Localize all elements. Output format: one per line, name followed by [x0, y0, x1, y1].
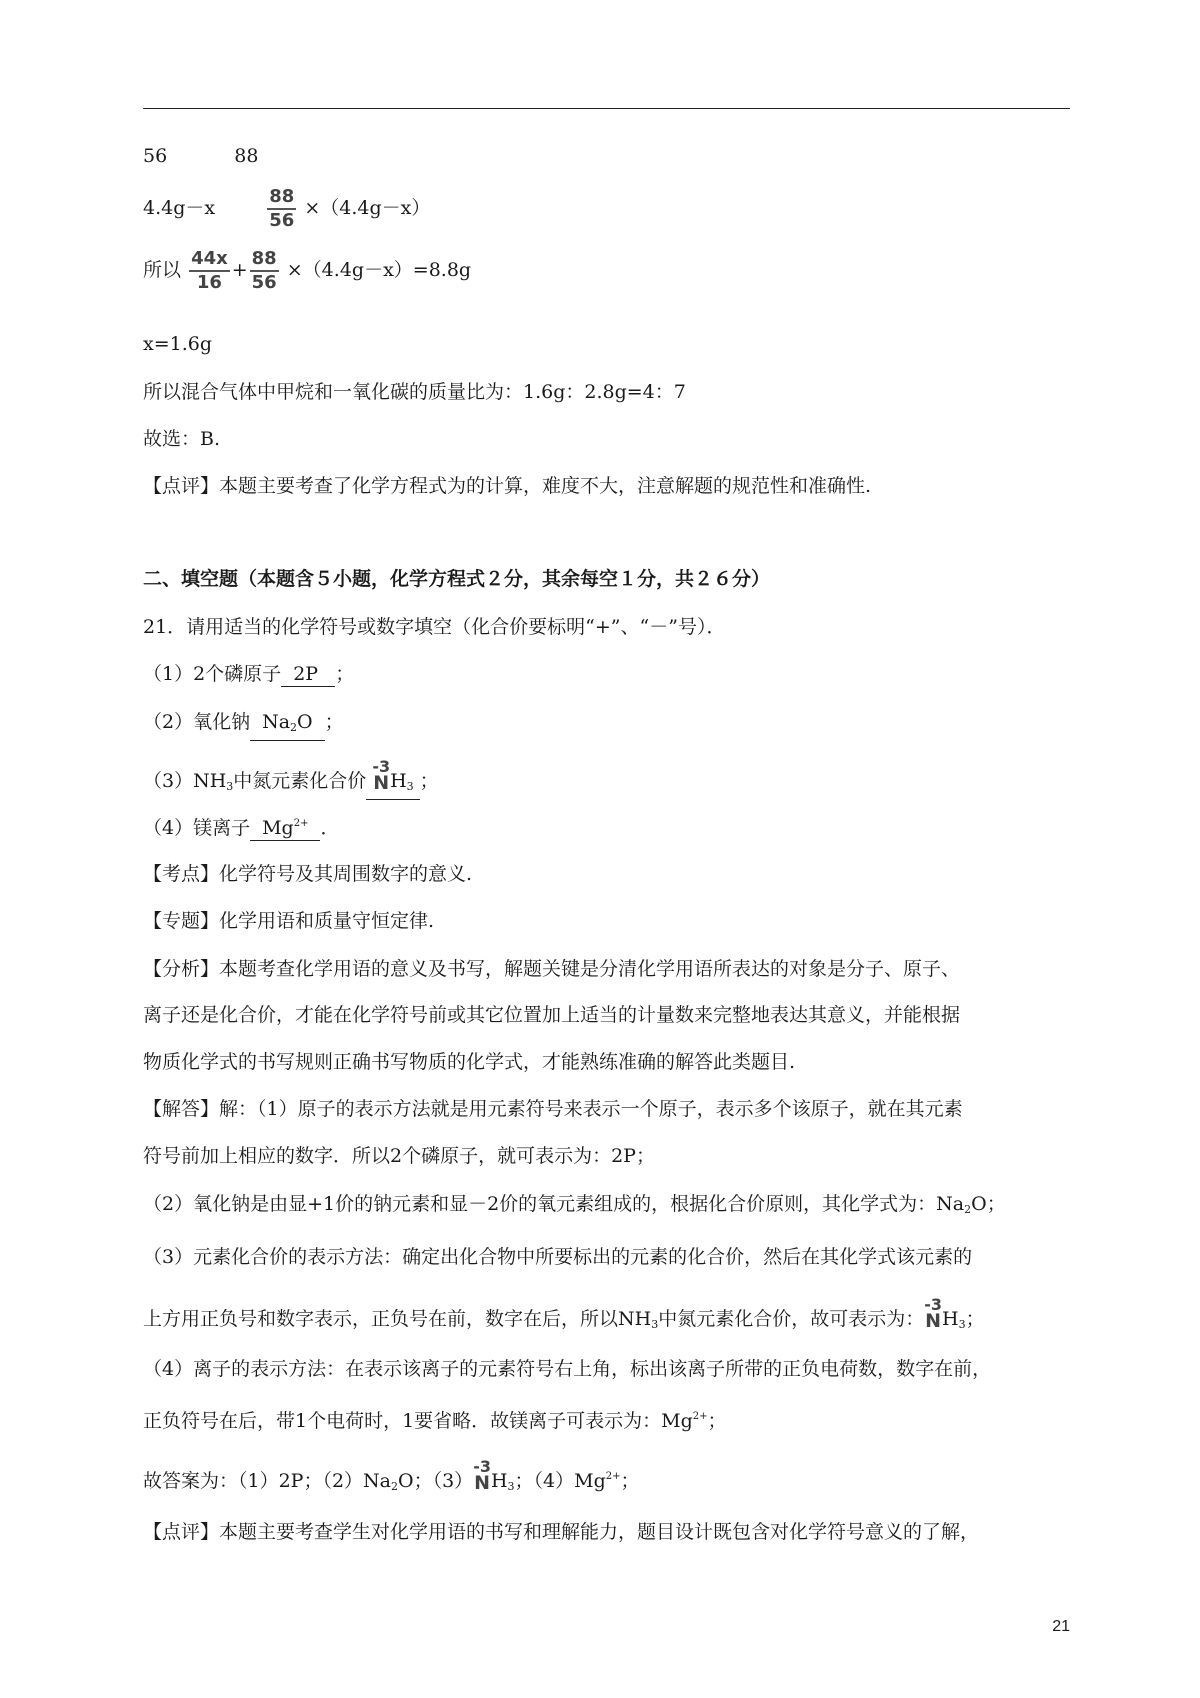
question-21: 21．请用适当的化学符号或数字填空（化合价要标明“+”、“－”号）．: [143, 616, 726, 638]
text: Na: [262, 711, 291, 733]
result-x: x=1.6g: [143, 333, 213, 355]
analysis-line-1: 【分析】本题考查化学用语的意义及书写，解题关键是分清化学用语所表达的对象是分子、原子、: [143, 958, 961, 980]
text: （1）2个磷原子: [143, 663, 282, 685]
section-heading: 二、填空题（本题含５小题，化学方程式２分，其余每空１分，共２６分）: [143, 568, 771, 590]
text: 上方用正负号和数字表示，正负号在前，数字在后，所以NH: [143, 1308, 652, 1330]
text: 88: [234, 145, 259, 167]
text: ×（4.4g－x）: [304, 197, 431, 219]
fraction-44x-16: [189, 248, 230, 294]
text: 中氮元素化合价，故可表示为：: [658, 1308, 925, 1330]
subquestion-2: [143, 708, 344, 741]
answer-blank: [250, 710, 325, 741]
denominator: 56: [269, 210, 295, 231]
element: N: [474, 1472, 491, 1494]
superscript: 2+: [692, 1411, 708, 1422]
superscript: 2+: [605, 1471, 621, 1482]
text: ；（4）Mg: [514, 1470, 606, 1492]
subscript: 3: [226, 780, 234, 793]
answer-blank: [366, 757, 419, 800]
solution-line-1: 【解答】解：（1）原子的表示方法就是用元素符号来表示一个原子，表示多个该原子，就在其元素: [143, 1098, 963, 1120]
solution-line-3: [143, 1190, 1006, 1224]
text: O: [297, 711, 313, 733]
element: N: [925, 1310, 942, 1332]
text: O；（3）: [398, 1470, 474, 1492]
comment-2: 【点评】本题主要考查学生对化学用语的书写和理解能力，题目设计既包含对化学符号意义的了解，: [143, 1521, 980, 1543]
numerator: 88: [267, 186, 296, 210]
text: 正负符号在后，带1个电荷时，1要省略．故镁离子可表示为：Mg: [143, 1410, 693, 1432]
subscript: 3: [406, 780, 414, 793]
solution-line-7: [143, 1403, 727, 1435]
valence-n: [473, 1457, 491, 1494]
answer-blank: 2P: [281, 662, 335, 687]
zhuanti: 【专题】化学用语和质量守恒定律.: [143, 910, 435, 932]
text: H: [390, 770, 407, 792]
superscript: 2+: [293, 818, 309, 829]
solution-line-5: [143, 1295, 985, 1339]
subscript: 3: [507, 1480, 515, 1493]
text: ；: [965, 1308, 985, 1330]
valence-number: -3: [924, 1295, 942, 1314]
denominator: 16: [196, 272, 222, 293]
valence-number: -3: [372, 757, 391, 776]
text: O；: [971, 1193, 1006, 1215]
text: ；: [324, 711, 344, 733]
solution-line-6: （4）离子的表示方法：在表示该离子的元素符号右上角，标出该离子所带的正负电荷数，数字在前，: [143, 1358, 992, 1380]
plus-sign: +: [231, 259, 248, 281]
numerator: 44x: [189, 248, 230, 272]
answer-blank: [250, 812, 320, 841]
text: 所以: [143, 259, 182, 281]
fraction-88-56: [267, 186, 296, 232]
text: ；: [335, 663, 355, 685]
text: ；: [707, 1410, 727, 1432]
kaodian: 【考点】化学符号及其周围数字的意义.: [143, 863, 473, 885]
choice: 故选：B.: [143, 428, 221, 450]
text: ．: [320, 817, 340, 839]
text: （2）氧化钠是由显+1价的钠元素和显－2价的氧元素组成的，根据化合价原则，其化学式为：Na: [143, 1193, 965, 1215]
text: ；: [419, 770, 439, 792]
text: H: [490, 1470, 508, 1492]
valence-number: -3: [473, 1457, 491, 1476]
subquestion-3: [143, 757, 439, 801]
calc-line-2: [143, 186, 430, 232]
analysis-line-3: 物质化学式的书写规则正确书写物质的化学式，才能熟练准确的解答此类题目.: [143, 1051, 796, 1073]
text: ×（4.4g－x）=8.8g: [286, 259, 472, 281]
text: 56: [143, 145, 168, 167]
text: （2）氧化钠: [143, 711, 251, 733]
text: Mg: [262, 817, 294, 839]
mass-ratio: 所以混合气体中甲烷和一氧化碳的质量比为：1.6g：2.8g=4：7: [143, 381, 686, 403]
text: （3）NH: [143, 770, 227, 792]
answer-summary: [143, 1457, 640, 1501]
text: （4）镁离子: [143, 817, 251, 839]
subquestion-1: [143, 660, 354, 688]
text: ；: [620, 1470, 640, 1492]
denominator: 56: [251, 272, 277, 293]
page-number: 21: [1052, 1618, 1070, 1635]
comment-1: 【点评】本题主要考查了化学方程式为的计算，难度不大，注意解题的规范性和准确性.: [143, 475, 872, 497]
calc-line-3: [143, 248, 471, 294]
solution-line-2: 符号前加上相应的数字．所以2个磷原子，就可表示为：2P；: [143, 1145, 655, 1167]
header-rule: [143, 108, 1070, 109]
subscript: 3: [651, 1318, 659, 1331]
element: N: [373, 772, 390, 794]
analysis-line-2: 离子还是化合价，才能在化学符号前或其它位置加上适当的计量数来完整地表达其意义，并能根据: [143, 1004, 961, 1026]
text: 中氮元素化合价: [233, 770, 367, 792]
subscript: 2: [964, 1203, 972, 1216]
solution-line-4: （3）元素化合价的表示方法：确定出化合物中所要标出的元素的化合价，然后在其化学式该元素的: [143, 1246, 973, 1268]
valence-n: [924, 1295, 942, 1332]
text: 4.4g－x: [143, 197, 216, 219]
text: H: [942, 1308, 959, 1330]
subscript: 2: [391, 1480, 399, 1493]
subscript: 3: [958, 1318, 966, 1331]
subscript: 2: [290, 721, 298, 734]
calc-line-1: [143, 142, 258, 170]
valence-n: [372, 757, 391, 794]
text: 故答案为：（1）2P；（2）Na: [143, 1470, 392, 1492]
subquestion-4: [143, 812, 339, 842]
fraction-88-56-b: [250, 248, 279, 294]
numerator: 88: [250, 248, 279, 272]
